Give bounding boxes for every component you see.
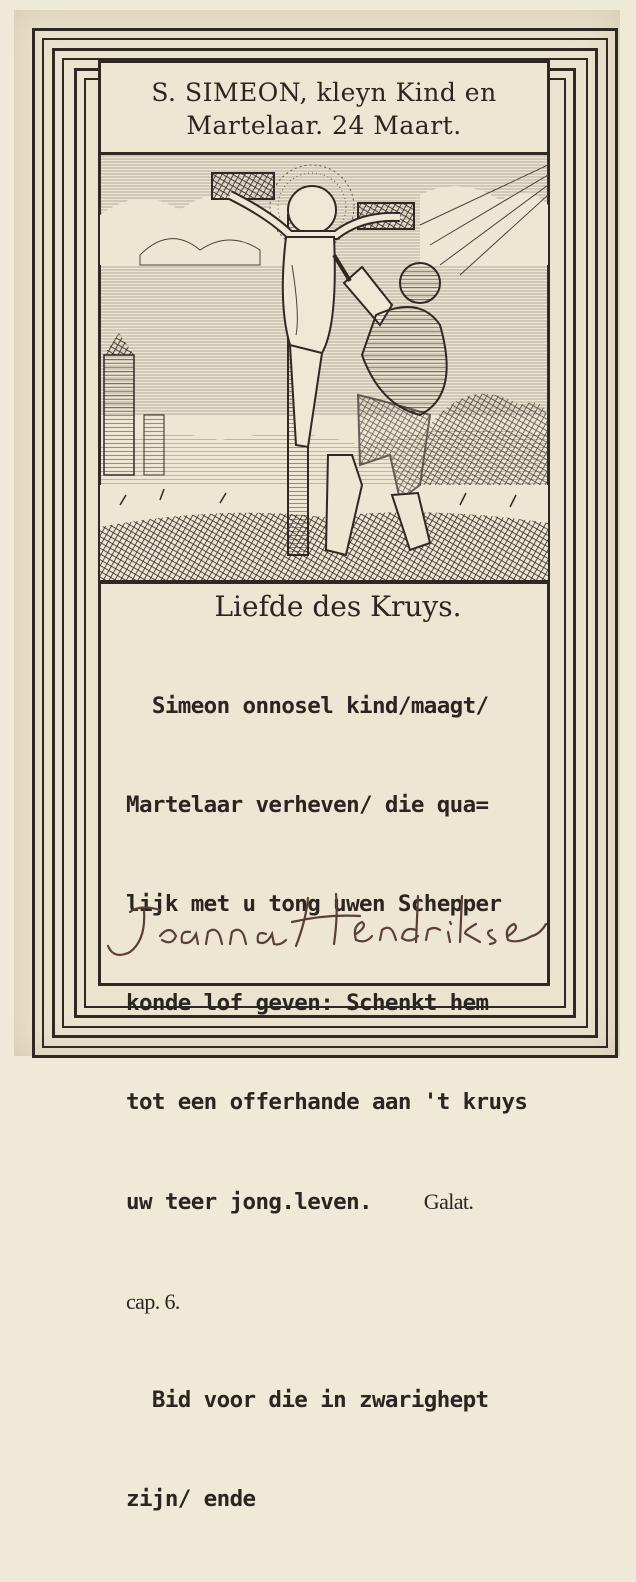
verse-title: Liefde des Kruys. [214, 590, 462, 623]
heading-line-2: Martelaar. 24 Maart. [186, 111, 462, 140]
heading-line-1: S. SIMEON, kleyn Kind en [151, 78, 497, 107]
scripture-reference: Galat. [423, 1189, 474, 1214]
engraving-illustration [100, 152, 548, 584]
verse-line: zijn/ ende [126, 1486, 256, 1512]
verse-text [126, 624, 536, 1582]
signature-image [100, 880, 560, 970]
verse-line: tot een offerhande aan 't kruys [126, 1089, 528, 1115]
card-heading [100, 66, 548, 152]
crucifixion-scene [100, 155, 548, 584]
verse-line: konde lof geven: Schenkt hem [126, 990, 489, 1016]
handwritten-signature [100, 880, 560, 970]
chapter-reference: cap. 6. [126, 1289, 180, 1314]
verse-line: lijk met u tong uwen Schepper [126, 891, 502, 917]
verse-line: uw teer jong.leven. [126, 1189, 372, 1215]
verse-line-with-reference [126, 1185, 536, 1219]
verse-line: Simeon onnosel kind/maagt/ [126, 693, 489, 719]
verse-line: Bid voor die in zwarighept [126, 1387, 489, 1413]
verse-line: Martelaar verheven/ die qua= [126, 792, 489, 818]
verse-block [126, 590, 536, 1512]
